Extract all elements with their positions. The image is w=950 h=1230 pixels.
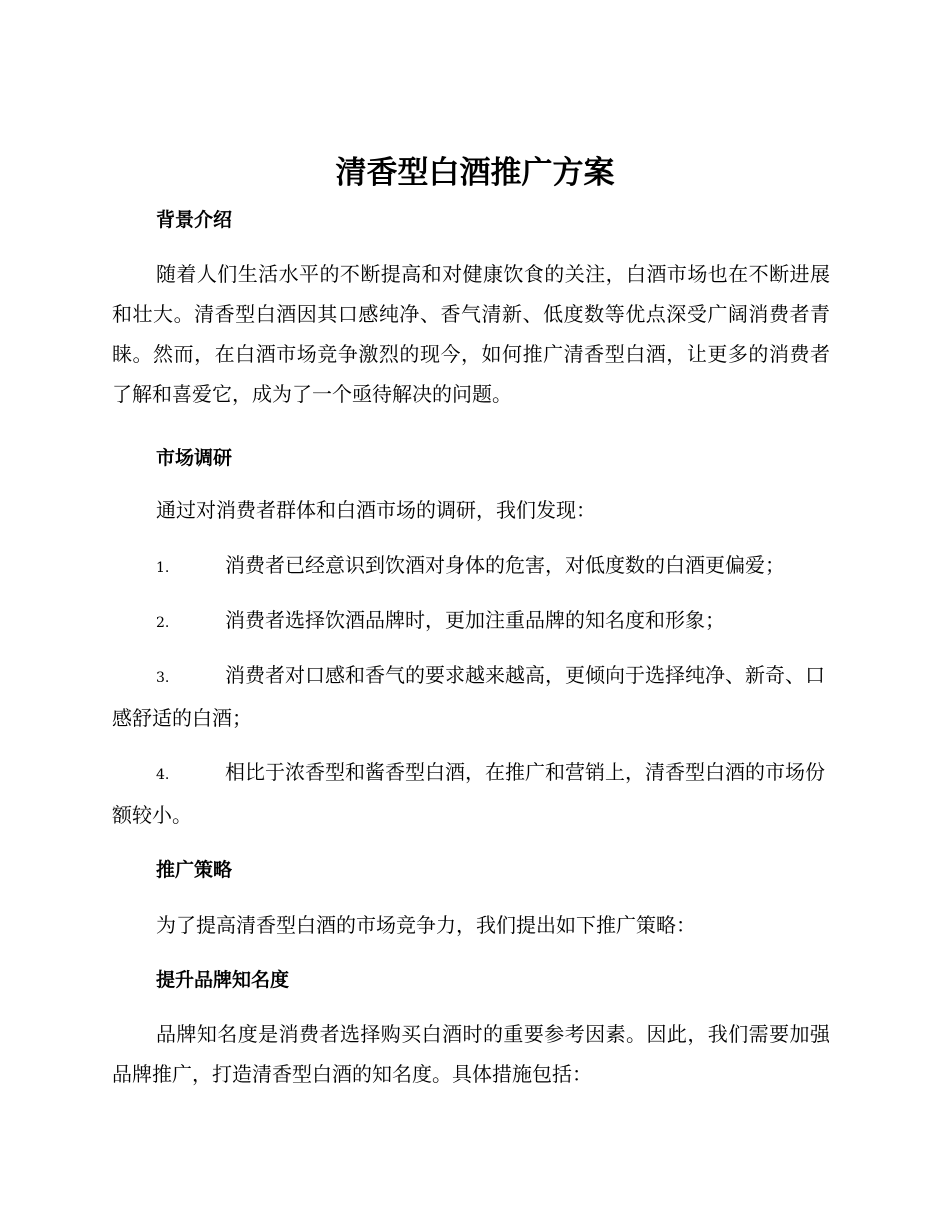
background-paragraph: 随着人们生活水平的不断提高和对健康饮食的关注，白酒市场也在不断进展和壮大。清香型白酒因其口感纯净、香气清新、低度数等优点深受广阔消费者青睐。然而，在白酒市场竞争激烈的现今，如何推广清香型白酒，让更多的消费者了解和喜爱它，成为了一个亟待解决的问题。	[112, 262, 830, 406]
finding-item-4	[112, 752, 830, 835]
finding-number: 2.	[156, 615, 170, 631]
document-title: 清香型白酒推广方案	[335, 155, 615, 191]
finding-text: 消费者已经意识到饮酒对身体的危害，对低度数的白酒更偏爱；	[225, 553, 785, 577]
finding-text: 消费者对口感和香气的要求越来越高，更倾向于选择纯净、新奇、口感舒适的白酒；	[112, 663, 825, 730]
finding-text: 相比于浓香型和酱香型白酒，在推广和营销上，清香型白酒的市场份额较小。	[112, 760, 825, 827]
brand-paragraph: 品牌知名度是消费者选择购买白酒时的重要参考因素。因此，我们需要加强品牌推广，打造清香型白酒的知名度。具体措施包括：	[112, 1022, 830, 1086]
finding-number: 1.	[156, 560, 170, 576]
section-heading-brand: 提升品牌知名度	[156, 969, 290, 991]
strategy-intro: 为了提高清香型白酒的市场竞争力，我们提出如下推广策略：	[156, 913, 696, 937]
section-heading-background: 背景介绍	[156, 209, 233, 231]
finding-item-1	[112, 545, 830, 588]
section-heading-strategy: 推广策略	[156, 859, 233, 881]
finding-item-3	[112, 655, 830, 738]
finding-number: 4.	[156, 767, 170, 783]
research-intro: 通过对消费者群体和白酒市场的调研，我们发现：	[156, 498, 596, 522]
finding-item-2	[112, 600, 830, 643]
finding-number: 3.	[156, 670, 170, 686]
finding-text: 消费者选择饮酒品牌时，更加注重品牌的知名度和形象；	[225, 608, 725, 632]
section-heading-research: 市场调研	[156, 447, 233, 469]
